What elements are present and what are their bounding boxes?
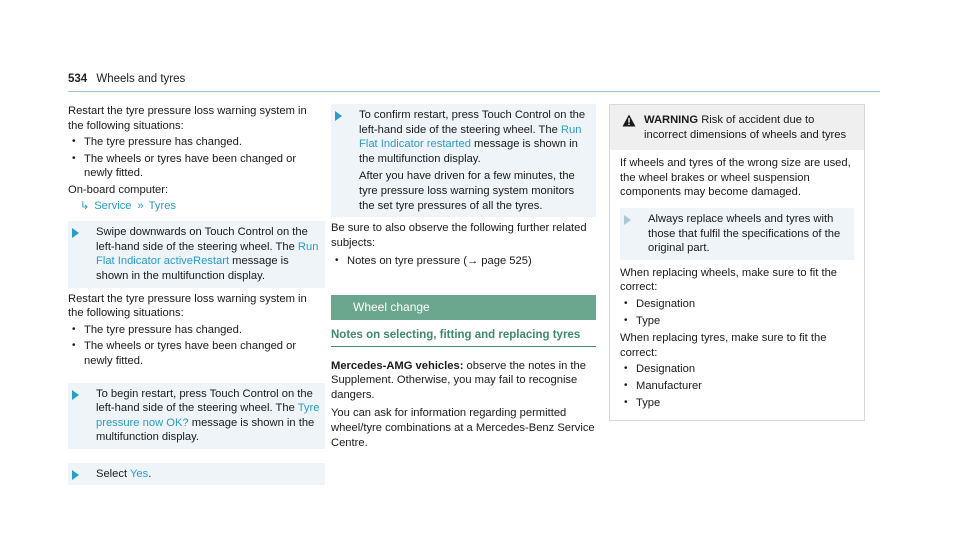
info-paragraph: You can ask for information regarding permitted wheel/tyre combinations at a Mercedes-Benz Service Centre. <box>331 407 595 449</box>
menu-item-tyres[interactable]: Tyres <box>148 199 177 212</box>
section-title: Wheels and tyres <box>96 73 186 85</box>
bullet-icon <box>620 362 636 377</box>
instruction-step: To begin restart, press Touch Control on the left-hand side of the steering wheel. The Tyre pressure now OK? message is shown in the multifunction display. <box>68 383 325 449</box>
bullet-icon <box>68 339 84 368</box>
bullet-icon <box>68 135 84 150</box>
list-item: • Designation <box>620 297 854 312</box>
step-triangle-icon <box>72 390 79 400</box>
list-item: • Type <box>620 396 854 411</box>
step-triangle-icon <box>72 470 79 480</box>
warning-text: Risk of accident due to incorrect dimensions of wheels and tyres <box>644 114 847 141</box>
step-triangle-icon <box>335 111 342 121</box>
observe-paragraph: Be sure to also observe the following further related subjects: <box>331 222 587 249</box>
instruction-step: Always replace wheels and tyres with those that fulfil the specifications of the original part. <box>620 208 854 260</box>
warning-box <box>609 104 865 421</box>
step-triangle-icon <box>72 228 79 238</box>
list-item: • Designation <box>620 362 854 377</box>
bullet-icon <box>620 314 636 329</box>
list-item: • The tyre pressure has changed. <box>68 323 325 338</box>
chevron-double-right-icon: » <box>137 199 144 212</box>
intro-paragraph: Restart the tyre pressure loss warning system in the following situations: <box>68 292 307 320</box>
instruction-step: To confirm restart, press Touch Control on the left-hand side of the steering wheel. The Run Flat Indicator restarted message is shown in the multifunction display. After you have driven for a few minutes, the tyre pressure loss warning system monitors the set tyre pressures of all the tyres. <box>331 104 596 217</box>
onboard-label: On-board computer: <box>68 183 169 196</box>
list-item: • Manufacturer <box>620 379 854 394</box>
list-item: • The tyre pressure has changed. <box>68 135 325 150</box>
list-item <box>331 254 596 269</box>
intro-paragraph: Restart the tyre pressure loss warning system in the following situations: <box>68 105 307 132</box>
column-3 <box>609 104 865 421</box>
list-item: • The wheels or tyres have been changed or newly fitted. <box>68 152 325 181</box>
subsection-heading: Notes on selecting, fitting and replacing tyres <box>331 320 596 347</box>
warning-header <box>610 105 864 150</box>
list-item: • Type <box>620 314 854 329</box>
page-number: 534 <box>68 73 88 85</box>
bullet-icon <box>68 152 84 181</box>
page-reference-link[interactable]: Notes on tyre pressure (→ page 525) <box>347 255 532 268</box>
header-divider <box>68 91 880 92</box>
column-1 <box>68 104 325 489</box>
instruction-step: Swipe downwards on Touch Control on the left-hand side of the steering wheel. The Run Flat Indicator activeRestart message is shown in the multifunction display. <box>68 221 325 287</box>
display-message: Run Flat Indicator activeRestart <box>96 240 319 268</box>
display-message: Run Flat Indicator restarted <box>359 123 582 151</box>
amg-paragraph: Mercedes-AMG vehicles: observe the notes in the Supplement. Otherwise, you may fail to recognise dangers. <box>331 359 586 401</box>
menu-path <box>68 199 325 214</box>
warning-triangle-icon <box>622 114 636 142</box>
list-item: • The wheels or tyres have been changed or newly fitted. <box>68 339 325 368</box>
bullet-icon <box>620 297 636 312</box>
menu-item-service[interactable]: Service <box>94 199 132 212</box>
bullet-icon <box>68 323 84 338</box>
display-message: Tyre pressure now OK? <box>96 402 320 429</box>
page-header <box>68 73 185 85</box>
arrow-return-icon: ↳ <box>80 199 90 212</box>
section-heading: Wheel change <box>331 295 596 320</box>
bullet-icon <box>620 396 636 411</box>
instruction-step: Select Yes. <box>68 463 325 486</box>
column-2 <box>331 104 596 450</box>
bullet-icon <box>620 379 636 394</box>
step-triangle-icon <box>624 215 631 225</box>
option-yes[interactable]: Yes <box>130 467 149 480</box>
warning-body: If wheels and tyres of the wrong size are used, the wheel brakes or wheel suspension components may become damaged. Always replace wheels and tyres with those that fulfil the specifications of the original part. When replacing wheels, make sure to fit the correct: • Designation • Type When replacing tyres, make sure to fit the correct: • Designation • Manufacturer • Type <box>610 150 864 410</box>
bullet-icon <box>331 254 347 269</box>
warning-label: WARNING <box>644 114 699 126</box>
